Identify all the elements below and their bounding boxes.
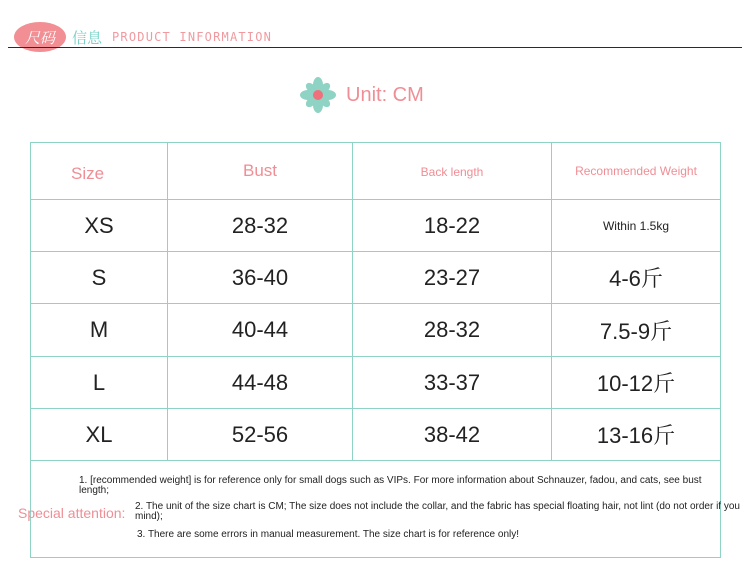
size-cell: S bbox=[31, 252, 168, 303]
header-badge: 尺码 bbox=[14, 22, 66, 52]
special-attention-label: Special attention: bbox=[18, 505, 126, 521]
back-length-cell: 38-42 bbox=[353, 409, 552, 460]
bust-cell: 52-56 bbox=[168, 409, 353, 460]
header-en-label: PRODUCT INFORMATION bbox=[112, 30, 273, 44]
back-length-cell: 23-27 bbox=[353, 252, 552, 303]
table-row bbox=[31, 252, 720, 304]
weight-cell: Within 1.5kg bbox=[602, 218, 670, 233]
unit-label: Unit: CM bbox=[346, 83, 424, 106]
back-length-cell: 18-22 bbox=[353, 200, 552, 251]
table-header-row bbox=[31, 143, 720, 200]
note-item: 2. The unit of the size chart is CM; The size does not include the collar, and the fabric has special floating hair, not lint (do not order if you mind); bbox=[135, 501, 740, 522]
size-cell: L bbox=[31, 357, 168, 408]
weight-cell: 13-16斤 bbox=[596, 423, 676, 448]
column-header-bust: Bust bbox=[168, 143, 353, 199]
column-header-weight: Recommended Weight bbox=[575, 164, 697, 178]
table-row bbox=[31, 304, 720, 357]
header-divider bbox=[8, 47, 742, 48]
notes-section bbox=[18, 461, 740, 558]
bust-cell: 40-44 bbox=[168, 304, 353, 356]
weight-cell: 10-12斤 bbox=[596, 371, 676, 396]
note-item: 1. [recommended weight] is for reference only for small dogs such as VIPs. For more information about Schnauzer, fadou, and cats, see bust length; bbox=[79, 475, 702, 496]
table-row bbox=[31, 357, 720, 409]
bust-cell: 36-40 bbox=[168, 252, 353, 303]
column-header-size: Size bbox=[31, 143, 168, 199]
size-cell: M bbox=[31, 304, 168, 356]
note-item: 3. There are some errors in manual measurement. The size chart is for reference only! bbox=[137, 529, 520, 540]
column-header-back-length: Back length bbox=[353, 143, 552, 199]
bust-cell: 44-48 bbox=[168, 357, 353, 408]
size-table bbox=[18, 142, 740, 558]
weight-cell: 7.5-9斤 bbox=[599, 318, 673, 344]
back-length-cell: 28-32 bbox=[353, 304, 552, 356]
flower-icon bbox=[300, 77, 336, 113]
header-cn-label: 信息 bbox=[72, 29, 103, 47]
size-cell: XS bbox=[31, 200, 168, 251]
weight-cell: 4-6斤 bbox=[609, 266, 663, 291]
bust-cell: 28-32 bbox=[168, 200, 353, 251]
back-length-cell: 33-37 bbox=[353, 357, 552, 408]
size-cell: XL bbox=[31, 409, 168, 460]
unit-heading bbox=[300, 77, 424, 113]
table-row bbox=[31, 200, 720, 252]
table-row bbox=[31, 409, 720, 461]
